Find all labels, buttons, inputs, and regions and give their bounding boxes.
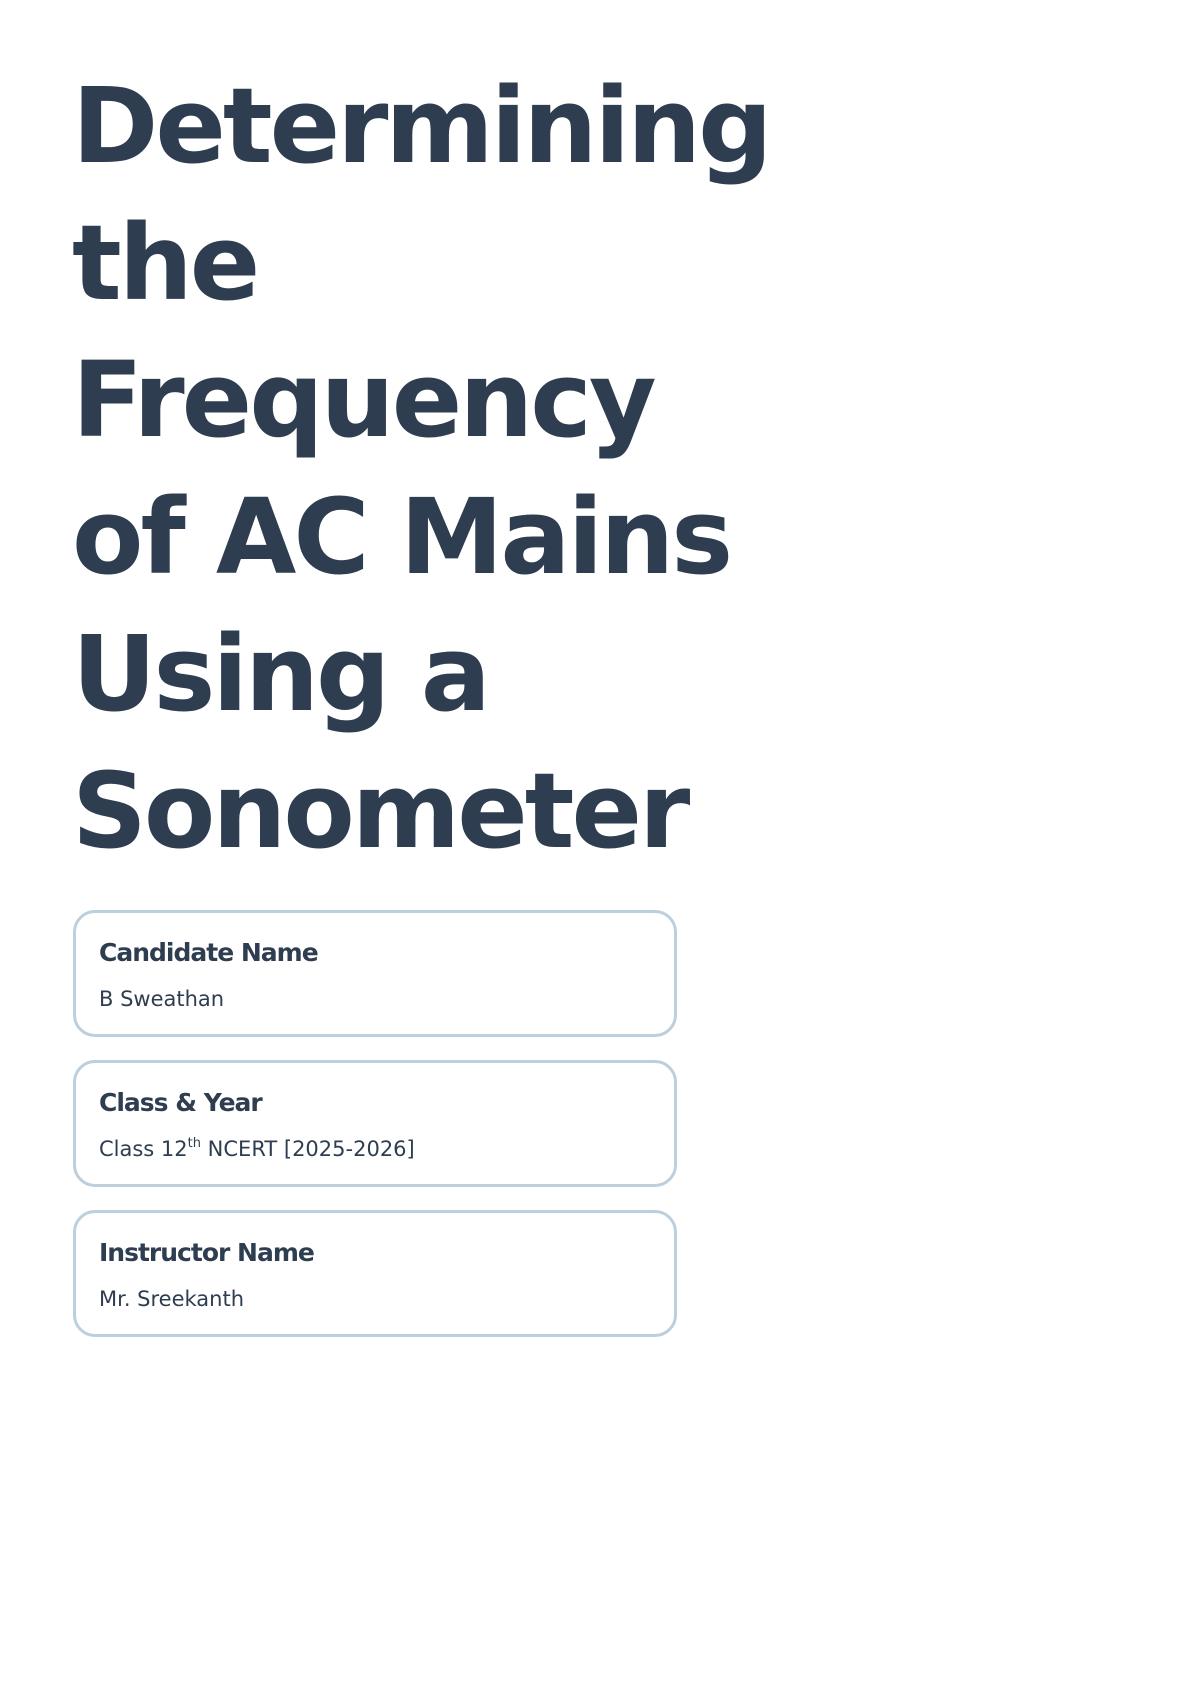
title-line: of AC Mains [72, 476, 731, 598]
candidate-name-label: Candidate Name [99, 938, 318, 967]
instructor-name-value: Mr. Sreekanth [99, 1287, 245, 1311]
document-title [72, 58, 770, 880]
instructor-name-card [73, 1210, 677, 1337]
candidate-name-card [73, 910, 677, 1037]
class-year-value-prefix: Class 12 [99, 1137, 188, 1161]
title-line: Determining [72, 65, 770, 187]
title-line: Frequency [72, 339, 654, 461]
candidate-name-value: B Sweathan [99, 987, 225, 1011]
class-year-label: Class & Year [99, 1088, 262, 1117]
instructor-name-label: Instructor Name [99, 1238, 314, 1267]
title-line: Sonometer [72, 750, 688, 872]
class-year-card [73, 1060, 677, 1187]
title-line: the [72, 202, 258, 324]
class-year-value-suffix: NCERT [2025-2026] [201, 1137, 415, 1161]
class-year-value [99, 1137, 415, 1161]
class-year-value-superscript: th [187, 1136, 201, 1151]
title-line: Using a [72, 613, 488, 735]
